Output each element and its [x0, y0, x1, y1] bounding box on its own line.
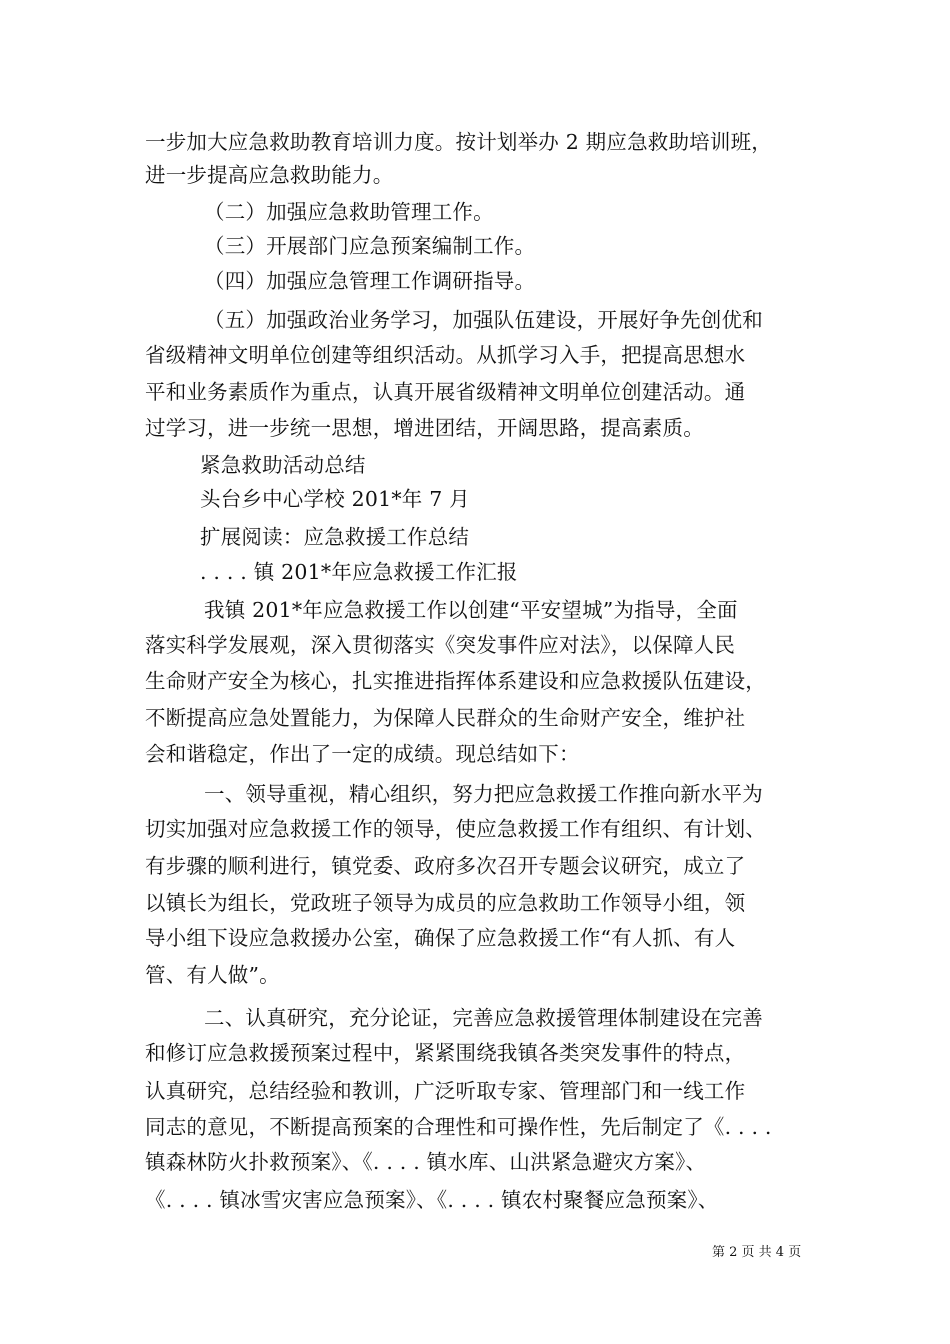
- text-line: 同志的意见，不断提高预案的合理性和可操作性，先后制定了《. . . .: [145, 1115, 772, 1139]
- text-line: 切实加强对应急救援工作的领导，使应急救援工作有组织、有计划、: [145, 817, 766, 841]
- text-line: （五）加强政治业务学习，加强队伍建设，开展好争先创优和: [204, 308, 763, 332]
- text-line: 平和业务素质作为重点，认真开展省级精神文明单位创建活动。通: [145, 380, 746, 404]
- text-line: 会和谐稳定，作出了一定的成绩。现总结如下：: [145, 742, 580, 766]
- text-line: 和修订应急救援预案过程中，紧紧围绕我镇各类突发事件的特点，: [145, 1041, 746, 1065]
- text-line: 省级精神文明单位创建等组织活动。从抓学习入手，把提高思想水: [145, 343, 746, 367]
- text-line: 二、认真研究，充分论证，完善应急救援管理体制建设在完善: [204, 1006, 763, 1030]
- text-line: （四）加强应急管理工作调研指导。: [204, 269, 536, 293]
- text-line: （三）开展部门应急预案编制工作。: [204, 234, 536, 258]
- text-line: 进一步提高应急救助能力。: [145, 163, 394, 187]
- page-number: 第 2 页 共 4 页: [712, 1245, 802, 1260]
- text-line: 认真研究，总结经验和教训，广泛听取专家、管理部门和一线工作: [145, 1079, 746, 1103]
- text-line: 生命财产安全为核心，扎实推进指挥体系建设和应急救援队伍建设，: [145, 669, 766, 693]
- text-line: 头台乡中心学校 201*年 7 月: [200, 487, 470, 511]
- text-line: 一步加大应急救助教育培训力度。按计划举办 2 期应急救助培训班，: [145, 130, 772, 154]
- text-line: 以镇长为组长，党政班子领导为成员的应急救助工作领导小组，领: [145, 891, 746, 915]
- text-line: （二）加强应急救助管理工作。: [204, 200, 494, 224]
- text-line: 紧急救助活动总结: [200, 453, 366, 477]
- text-line: 一、领导重视，精心组织，努力把应急救援工作推向新水平为: [204, 782, 763, 806]
- text-line: 落实科学发展观，深入贯彻落实《突发事件应对法》，以保障人民: [145, 633, 736, 657]
- text-line: . . . . 镇 201*年应急救援工作汇报: [200, 560, 518, 584]
- text-line: 导小组下设应急救援办公室，确保了应急救援工作“有人抓、有人: [145, 926, 736, 950]
- text-line: 《. . . . 镇冰雪灾害应急预案》、《. . . . 镇农村聚餐应急预案》、: [145, 1188, 719, 1212]
- text-line: 镇森林防火扑救预案》、《. . . . 镇水库、山洪紧急避灾方案》、: [145, 1150, 707, 1174]
- text-line: 扩展阅读：应急救援工作总结: [200, 525, 470, 549]
- text-line: 我镇 201*年应急救援工作以创建“平安望城”为指导，全面: [204, 598, 738, 622]
- text-line: 管、有人做”。: [145, 963, 280, 987]
- text-line: 不断提高应急处置能力，为保障人民群众的生命财产安全，维护社: [145, 706, 746, 730]
- text-line: 有步骤的顺利进行，镇党委、政府多次召开专题会议研究，成立了: [145, 854, 746, 878]
- text-line: 过学习，进一步统一思想，增进团结，开阔思路，提高素质。: [145, 416, 704, 440]
